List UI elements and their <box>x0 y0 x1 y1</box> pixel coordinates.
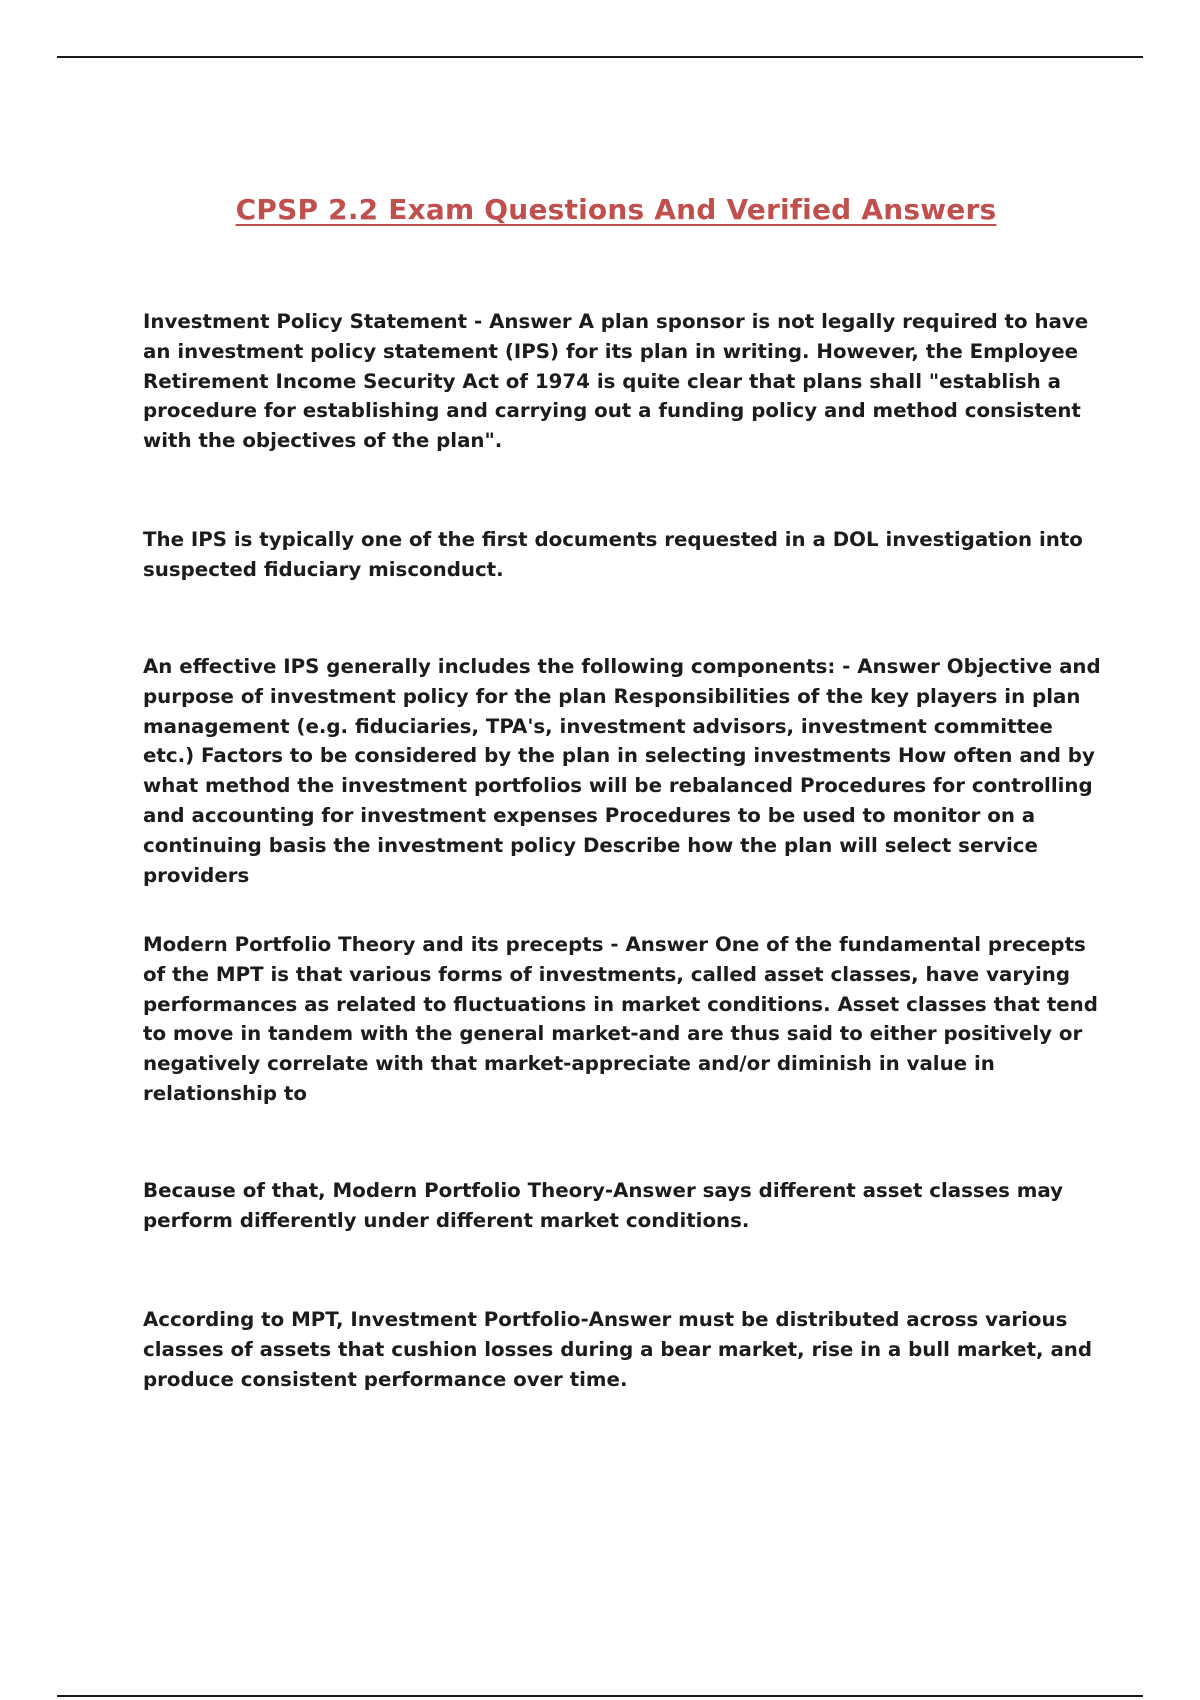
qa-mpt-investment-portfolio: According to MPT, Investment Portfolio-Answer must be distributed across various classes of assets that cushion losses during a bear market, rise in a bull market, and produce consistent performance over time. <box>143 1308 1093 1391</box>
qa-mpt-asset-classes: Because of that, Modern Portfolio Theory-Answer says different asset classes may perform differently under different market conditions. <box>143 1179 1064 1232</box>
qa-effective-ips-components: An effective IPS generally includes the following components: - Answer Objective and purpose of investment policy for the plan Responsibilities of the key players in plan management (e.g. fiduciaries, TPA's, investment advisors, investment committee etc.) Factors to be considered by the plan in selecting investments How often and by what method the investment portfolios will be rebalanced Procedures for controlling and accounting for investment expenses Procedures to be used to monitor on a continuing basis the investment policy Describe how the plan will select service providers <box>143 655 1101 887</box>
document-title: CPSP 2.2 Exam Questions And Verified Answers <box>235 193 997 226</box>
qa-modern-portfolio-theory: Modern Portfolio Theory and its precepts - Answer One of the fundamental precepts of the MPT is that various forms of investments, called asset classes, have varying performances as related to fluctuations in market conditions. Asset classes that tend to move in tandem with the general market-and are thus said to either positively or negatively correlate with that market-appreciate and/or diminish in value in relationship to <box>143 933 1098 1105</box>
qa-investment-policy-statement: Investment Policy Statement - Answer A plan sponsor is not legally required to have an investment policy statement (IPS) for its plan in writing. However, the Employee Retirement Income Security Act of 1974 is quite clear that plans shall "establish a procedure for establishing and carrying out a funding policy and method consistent with the objectives of the plan". <box>143 310 1089 453</box>
footer-rule <box>57 1695 1143 1697</box>
qa-ips-dol-investigation: The IPS is typically one of the first documents requested in a DOL investigation into suspected fiduciary misconduct. <box>143 528 1083 581</box>
header-rule <box>57 56 1143 58</box>
